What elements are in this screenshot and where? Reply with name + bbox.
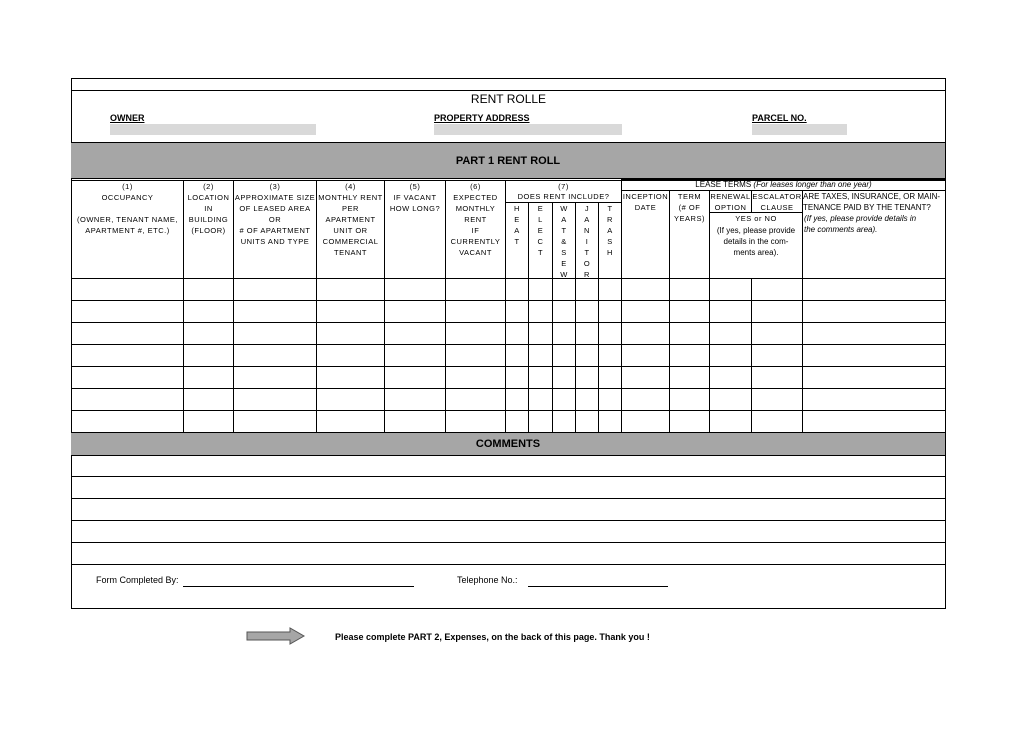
lease-terms-label: LEASE TERMS xyxy=(695,180,752,189)
col-line-11 xyxy=(802,190,803,432)
lease-terms-note: (For leases longer than one year) xyxy=(753,180,872,189)
form-bottom-border xyxy=(71,608,946,609)
grid-row-line-0 xyxy=(71,278,945,279)
comment-line-1 xyxy=(71,476,945,477)
col-size-header: (3) APPROXIMATE SIZE OF LEASED AREA OR # OF APARTMENT UNITS AND TYPE xyxy=(234,182,316,246)
col-line-10 xyxy=(751,278,752,432)
grid-row-line-5 xyxy=(71,388,945,389)
col-line-7e xyxy=(621,180,622,432)
form-title: RENT ROLLE xyxy=(470,92,547,106)
footer-note: Please complete PART 2, Expenses, on the back of this page. Thank you ! xyxy=(335,632,650,642)
includes-water-label: W A T & S E W xyxy=(560,204,568,279)
right-arrow-icon xyxy=(246,627,306,645)
owner-field[interactable] xyxy=(110,124,316,135)
col-includes-number: (7) xyxy=(558,182,569,191)
lease-yes-no-label: YES or NO xyxy=(735,214,777,223)
property-address-label: PROPERTY ADDRESS xyxy=(434,113,530,123)
form-top-border-inner xyxy=(71,90,946,91)
form-top-border xyxy=(71,78,946,79)
parcel-label: PARCEL NO. xyxy=(752,113,807,123)
col-location-header: (2) LOCATION IN BUILDING (FLOOR) xyxy=(187,182,230,235)
col-monthly-rent-header: (4) MONTHLY RENT PER APARTMENT UNIT OR COMMERCIAL TENANT xyxy=(318,182,383,257)
completed-by-label: Form Completed By: xyxy=(96,575,179,585)
owner-label: OWNER xyxy=(110,113,145,123)
col-line-4 xyxy=(384,180,385,432)
form-right-border xyxy=(945,78,946,609)
telephone-field[interactable] xyxy=(528,586,668,587)
comment-line-5 xyxy=(71,564,945,565)
grid-row-line-6 xyxy=(71,410,945,411)
lease-terms-title xyxy=(622,180,945,190)
col-includes-title: DOES RENT INCLUDE? xyxy=(517,192,610,201)
comment-line-2 xyxy=(71,498,945,499)
part1-band xyxy=(71,142,945,179)
col-vacant-header: (5) IF VACANT HOW LONG? xyxy=(389,182,441,213)
completed-by-field[interactable] xyxy=(183,586,414,587)
col-expected-rent-header: (6) EXPECTED MONTHLY RENT IF CURRENTLY VACANT xyxy=(450,182,501,257)
telephone-label: Telephone No.: xyxy=(457,575,518,585)
lease-escalator-header: ESCALATOR CLAUSE xyxy=(752,192,802,212)
comments-title: COMMENTS xyxy=(475,438,541,450)
includes-heat-label: H E A T xyxy=(514,204,520,246)
taxes-question: ARE TAXES, INSURANCE, OR MAIN- TENANCE PAID BY THE TENANT? xyxy=(803,192,941,212)
col-occupancy-header: (1) OCCUPANCY (OWNER, TENANT NAME, APARTMENT #, ETC.) xyxy=(77,182,178,235)
col-line-8 xyxy=(669,190,670,432)
lease-term-header: TERM (# OF YEARS) xyxy=(674,192,705,223)
comment-line-4 xyxy=(71,542,945,543)
grid-row-line-1 xyxy=(71,300,945,301)
property-address-field[interactable] xyxy=(434,124,622,135)
lease-inception-header: INCEPTION DATE xyxy=(622,192,669,212)
includes-janitor-label: J A N I T O R xyxy=(583,204,591,279)
lease-renewal-header: RENEWAL OPTION xyxy=(710,192,751,212)
grid-row-line-3 xyxy=(71,344,945,345)
parcel-field[interactable] xyxy=(752,124,847,135)
part1-title: PART 1 RENT ROLL xyxy=(455,155,561,167)
includes-elect-label: E L E C T xyxy=(537,204,544,257)
taxes-note: (If yes, please provide details in the comments area). xyxy=(804,214,917,234)
comments-band xyxy=(71,432,945,456)
lease-renewal-note: (If yes, please provide details in the com- ments area). xyxy=(716,226,796,257)
includes-trash-label: T R A S H xyxy=(607,204,613,257)
grid-row-line-2 xyxy=(71,322,945,323)
comment-line-3 xyxy=(71,520,945,521)
grid-row-line-4 xyxy=(71,366,945,367)
